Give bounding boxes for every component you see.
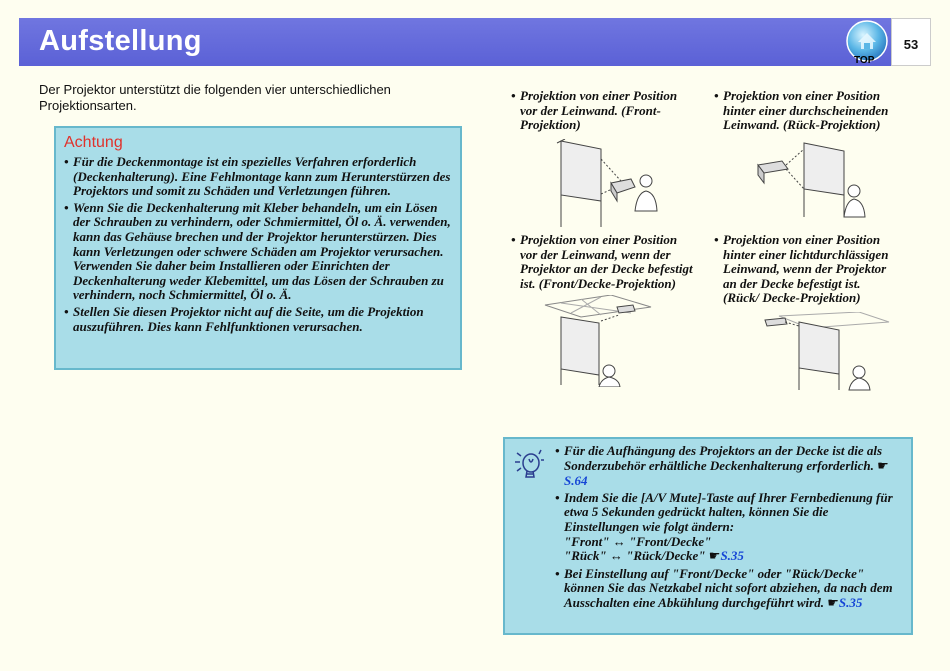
front-ceiling-projection-illustration: [541, 295, 701, 387]
caution-item-text: Für die Deckenmontage ist ein spezielles Verfahren erforderlich (Deckenhalterung). Eine Fehlmontage kann zum Herunterstürzen des Projektors und somit zu Schäden und Verletzungen führen.: [73, 154, 451, 199]
projection-front-ceiling: [511, 233, 696, 387]
projection-front-text: • Projektion von einer Position vor der Leinwand. (Front-Projektion): [511, 89, 696, 133]
page-number-box: [891, 18, 931, 66]
rear-ceiling-projection-illustration: [739, 312, 899, 392]
hint-item: [555, 491, 903, 565]
page-header: [19, 18, 891, 66]
hint-item-mapping: "Rück" ↔ "Rück/Decke": [564, 548, 706, 564]
rear-projection-illustration: [754, 139, 914, 219]
caution-item: [64, 305, 452, 334]
projection-rear-ceiling-list: [714, 233, 899, 306]
hint-item: [555, 567, 903, 612]
caution-item-text: Stellen Sie diesen Projektor nicht auf die Seite, um die Projektion auszuführen. Dies kann Fehlfunktionen verursachen.: [73, 303, 424, 334]
pointing-hand-icon: ☛: [877, 458, 889, 474]
hint-item-mapping: "Front" ↔ "Front/Decke": [564, 533, 712, 549]
hint-list: [555, 444, 903, 612]
front-projection-illustration: [551, 139, 711, 229]
page-title: Aufstellung: [39, 25, 202, 57]
projection-rear: [714, 89, 899, 219]
link-page-35[interactable]: S.35: [720, 548, 744, 564]
projection-front-ceiling-text: • Projektion von einer Position vor der Leinwand, wenn der Projektor an der Decke befestigt ist. (Front/Decke-Projektion): [511, 233, 696, 291]
projection-front-list: [511, 89, 696, 133]
top-button[interactable]: [845, 20, 889, 64]
pointing-hand-icon: ☛: [827, 595, 839, 611]
hint-item-text: Für die Aufhängung des Projektors an der Decke ist die als Sonderzubehör erhältliche Deckenhalterung erforderlich.: [564, 443, 883, 473]
caution-item: [64, 201, 452, 303]
projection-rear-list: [714, 89, 899, 133]
projection-rear-ceiling-text: • Projektion von einer Position hinter einer lichtdurchlässigen Leinwand, wenn der Projektor an der Decke befestigt ist. (Rück/ Decke-Projektion): [714, 233, 899, 306]
intro-text: Der Projektor unterstützt die folgenden vier unterschiedlichen Projektionsarten.: [39, 82, 391, 113]
caution-item-text: Wenn Sie die Deckenhalterung mit Kleber behandeln, um ein Lösen der Schrauben zu verhindern, oder Schmiermittel, Öl o. Ä. verwenden, kann das Gehäuse brechen und der Projektor herunterstürzen. Dies kann Verletzungen oder schwere Schäden am Projektor verursachen.: [73, 199, 451, 259]
top-label: TOP: [854, 55, 875, 66]
projection-front-ceiling-list: [511, 233, 696, 291]
hint-item-text: Indem Sie die [A/V Mute]-Taste auf Ihrer Fernbedienung für etwa 5 Sekunden gedrückt halten, können Sie die Einstellungen wie folgt ändern:: [564, 489, 893, 534]
hint-box: [503, 437, 913, 635]
hint-item-text: Bei Einstellung auf "Front/Decke" oder "Rück/Decke" können Sie das Netzkabel nicht sofort abziehen, da nach dem Ausschalten eine Abkühlung durchgeführt wird.: [564, 565, 893, 610]
projection-front: [511, 89, 696, 229]
projection-rear-text: • Projektion von einer Position hinter einer durchscheinenden Leinwand. (Rück-Projektion): [714, 89, 899, 133]
caution-title: Achtung: [64, 134, 123, 151]
lightbulb-hint-icon: [513, 447, 545, 481]
projection-rear-ceiling: [714, 233, 899, 392]
link-page-64[interactable]: S.64: [564, 473, 588, 489]
pointing-hand-icon: ☛: [708, 549, 721, 565]
hint-item: [555, 444, 903, 489]
link-page-35[interactable]: S.35: [838, 594, 863, 610]
caution-list: [64, 155, 452, 334]
caution-item-text-continued: Verwenden Sie daher beim Installieren oder Einrichten der Deckenhalterung weder Klebemittel, um das Lösen der Schrauben zu verhindern, noch Schmiermittel, Öl o. Ä.: [73, 258, 444, 303]
caution-box: [54, 126, 462, 370]
page-number: 53: [903, 37, 919, 52]
caution-item: [64, 155, 452, 199]
